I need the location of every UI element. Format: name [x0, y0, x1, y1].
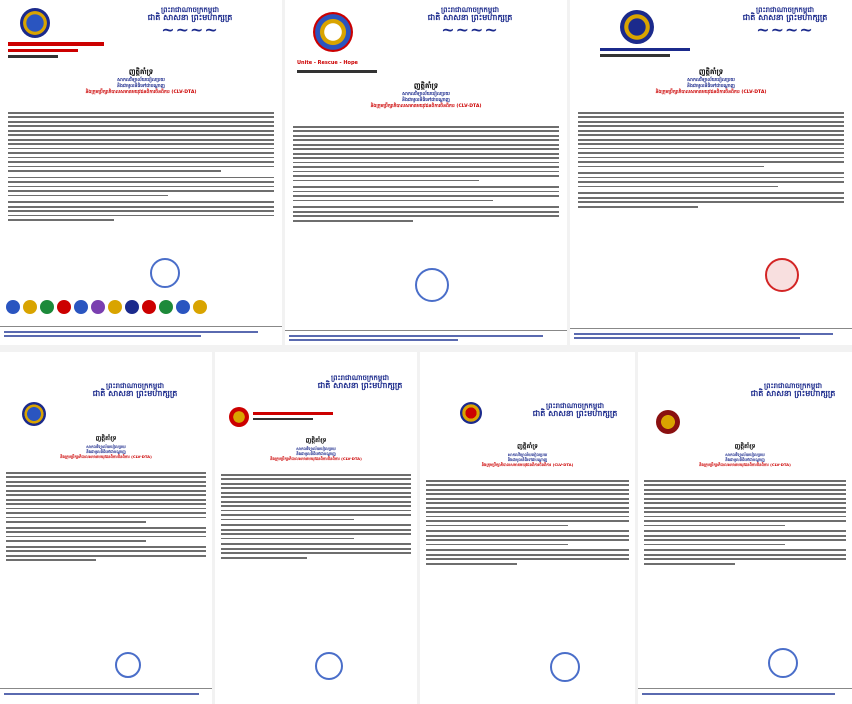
document-title: ញត្តិគាំទ្រ: [95, 435, 117, 442]
motto-line: ជាតិ សាសនា ព្រះមហាក្សត្រ: [742, 12, 828, 23]
support-line-3: និងក្រុមប្រឹក្សាភិបាលសមាគមយុវជនពិការចិនពិការ (CLV-DTA): [481, 462, 574, 468]
organization-logo: [460, 402, 482, 424]
organization-logo: [22, 402, 46, 426]
body-text-block: [8, 112, 274, 224]
kingdom-line: ព្រះរាជាណាចក្រកម្ពុជា: [440, 5, 499, 14]
petition-document-2: ព្រះរាជាណាចក្រកម្ពុជា ជាតិ សាសនា ព្រះមហាក្សត្រ ~~~~ Unite - Rescue - Hope ញត្តិគាំទ្រ សាកលវិទ្យាល័យបៀលប្រយ និងជាមូលនិធិទៅជាបណ្ដាញ និងក្រុមប្រឹក្សាភិបាលសមាគមយុវជនពិការចិនពិការ (CLV-DTA): [285, 0, 567, 345]
document-title: ញត្តិគាំទ្រ: [734, 443, 756, 450]
official-seal: [115, 652, 141, 678]
support-line-3: និងក្រុមប្រឹក្សាភិបាលសមាគមយុវជនពិការចិនពិការ (CLV-DTA): [655, 90, 767, 96]
body-text-block: [426, 480, 629, 567]
petition-document-7: [638, 352, 852, 704]
kingdom-line: ព្រះរាជាណាចក្រកម្ពុជា: [545, 401, 604, 410]
document-title: ញត្តិគាំទ្រ: [305, 437, 327, 444]
contact-footer: [0, 688, 212, 704]
motto-line: ជាតិ សាសនា ព្រះមហាក្សត្រ: [147, 12, 233, 23]
support-line-1: សាកលវិទ្យាល័យបៀលប្រយ: [86, 444, 126, 449]
support-line-3: និងក្រុមប្រឹក្សាភិបាលសមាគមយុវជនពិការចិនពិការ (CLV-DTA): [699, 462, 791, 468]
support-line-3: និងក្រុមប្រឹក្សាភិបាលសមាគមយុវជនពិការចិនពិការ (CLV-DTA): [370, 104, 482, 110]
support-line-2: និងជាមូលនិធិទៅជាបណ្ដាញ: [725, 457, 765, 463]
kingdom-line: ព្រះរាជាណាចក្រកម្ពុជា: [763, 381, 822, 390]
official-seal: [415, 268, 449, 302]
body-text-block: [578, 112, 844, 210]
organization-logo: [620, 10, 654, 44]
motto-line: ជាតិ សាសនា ព្រះមហាក្សត្រ: [92, 388, 178, 399]
support-line-3: និងក្រុមប្រឹក្សាភិបាលសមាគមយុវជនពិការចិនពិការ (CLV-DTA): [85, 90, 197, 96]
organization-logo: [656, 410, 680, 434]
petition-document-1: ព្រះរាជាណាចក្រកម្ពុជា ជាតិ សាសនា ព្រះមហាក្សត្រ ~~~~ ញត្តិគាំទ្រ សាកលវិទ្យាល័យបៀលប្រយ និងជាមូលនិធិទៅជាបណ្ដាញ និងក្រុមប្រឹក្សាភិបាលសមាគមយុវជនពិការចិនពិការ (CLV-DTA): [0, 0, 282, 345]
organization-logo: [313, 12, 353, 52]
support-line-3: និងក្រុមប្រឹក្សាភិបាលសមាគមយុវជនពិការចិនពិការ (CLV-DTA): [60, 454, 152, 460]
official-seal: [315, 652, 343, 680]
support-line-2: និងជាមូលនិធិទៅជាបណ្ដាញ: [296, 451, 336, 457]
support-line-1: សាកលវិទ្យាល័យបៀលប្រយ: [507, 452, 548, 457]
contact-footer: [285, 330, 567, 345]
motto-line: ជាតិ សាសនា ព្រះមហាក្សត្រ: [750, 388, 836, 399]
motto-line: ជាតិ សាសនា ព្រះមហាក្សត្រ: [532, 408, 618, 419]
support-line-2: និងជាមូលនិធិទៅជាបណ្ដាញ: [117, 84, 165, 90]
body-text-block: [293, 126, 559, 224]
support-line-2: និងជាមូលនិធិទៅជាបណ្ដាញ: [402, 98, 450, 104]
kingdom-line: ព្រះរាជាណាចក្រកម្ពុជា: [330, 373, 389, 382]
support-line-1: សាកលវិទ្យាល័យបៀលប្រយ: [687, 78, 735, 83]
organization-logo: [229, 407, 249, 427]
partner-logos: [6, 300, 207, 314]
support-line-3: និងក្រុមប្រឹក្សាភិបាលសមាគមយុវជនពិការចិនពិការ (CLV-DTA): [270, 456, 362, 462]
document-title: ញត្តិគាំទ្រ: [698, 68, 724, 76]
body-text-block: [6, 472, 206, 564]
kingdom-line: ព្រះរាជាណាចក្រកម្ពុជា: [105, 381, 164, 390]
support-line-2: និងជាមូលនិធិទៅជាបណ្ដាញ: [507, 457, 548, 463]
petition-document-5: [215, 352, 417, 704]
petition-document-6: [420, 352, 635, 704]
support-line-1: សាកលវិទ្យាល័យបៀលប្រយ: [725, 452, 765, 457]
kingdom-line: ព្រះរាជាណាចក្រកម្ពុជា: [755, 5, 814, 14]
official-seal: [768, 648, 798, 678]
official-seal: [150, 258, 180, 288]
official-seal: [765, 258, 799, 292]
support-line-2: និងជាមូលនិធិទៅជាបណ្ដាញ: [86, 449, 126, 455]
body-text-block: [221, 474, 411, 561]
support-line-1: សាកលវិទ្យាល័យបៀលប្រយ: [402, 92, 450, 97]
contact-footer: [638, 688, 852, 704]
motto-line: ជាតិ សាសនា ព្រះមហាក្សត្រ: [317, 380, 403, 391]
motto-line: ជាតិ សាសនា ព្រះមហាក្សត្រ: [427, 12, 513, 23]
official-seal: [550, 652, 580, 682]
org-slogan: Unite - Rescue - Hope: [297, 60, 358, 66]
contact-footer: [0, 326, 282, 345]
petition-document-4: [0, 352, 212, 704]
support-line-2: និងជាមូលនិធិទៅជាបណ្ដាញ: [687, 84, 735, 90]
document-title: ញត្តិគាំទ្រ: [413, 82, 439, 90]
support-line-1: សាកលវិទ្យាល័យបៀលប្រយ: [296, 446, 336, 451]
kingdom-line: ព្រះរាជាណាចក្រកម្ពុជា: [160, 5, 219, 14]
document-title: ញត្តិគាំទ្រ: [517, 443, 538, 450]
support-line-1: សាកលវិទ្យាល័យបៀលប្រយ: [117, 78, 165, 83]
contact-footer: [570, 328, 852, 345]
body-text-block: [644, 480, 846, 567]
petition-document-3: ព្រះរាជាណាចក្រកម្ពុជា ជាតិ សាសនា ព្រះមហាក្សត្រ ~~~~ ញត្តិគាំទ្រ សាកលវិទ្យាល័យបៀលប្រយ និងជាមូលនិធិទៅជាបណ្ដាញ និងក្រុមប្រឹក្សាភិបាលសមាគមយុវជនពិការចិនពិការ (CLV-DTA): [570, 0, 852, 345]
organization-logo: [20, 8, 50, 38]
document-title: ញត្តិគាំទ្រ: [128, 68, 154, 76]
